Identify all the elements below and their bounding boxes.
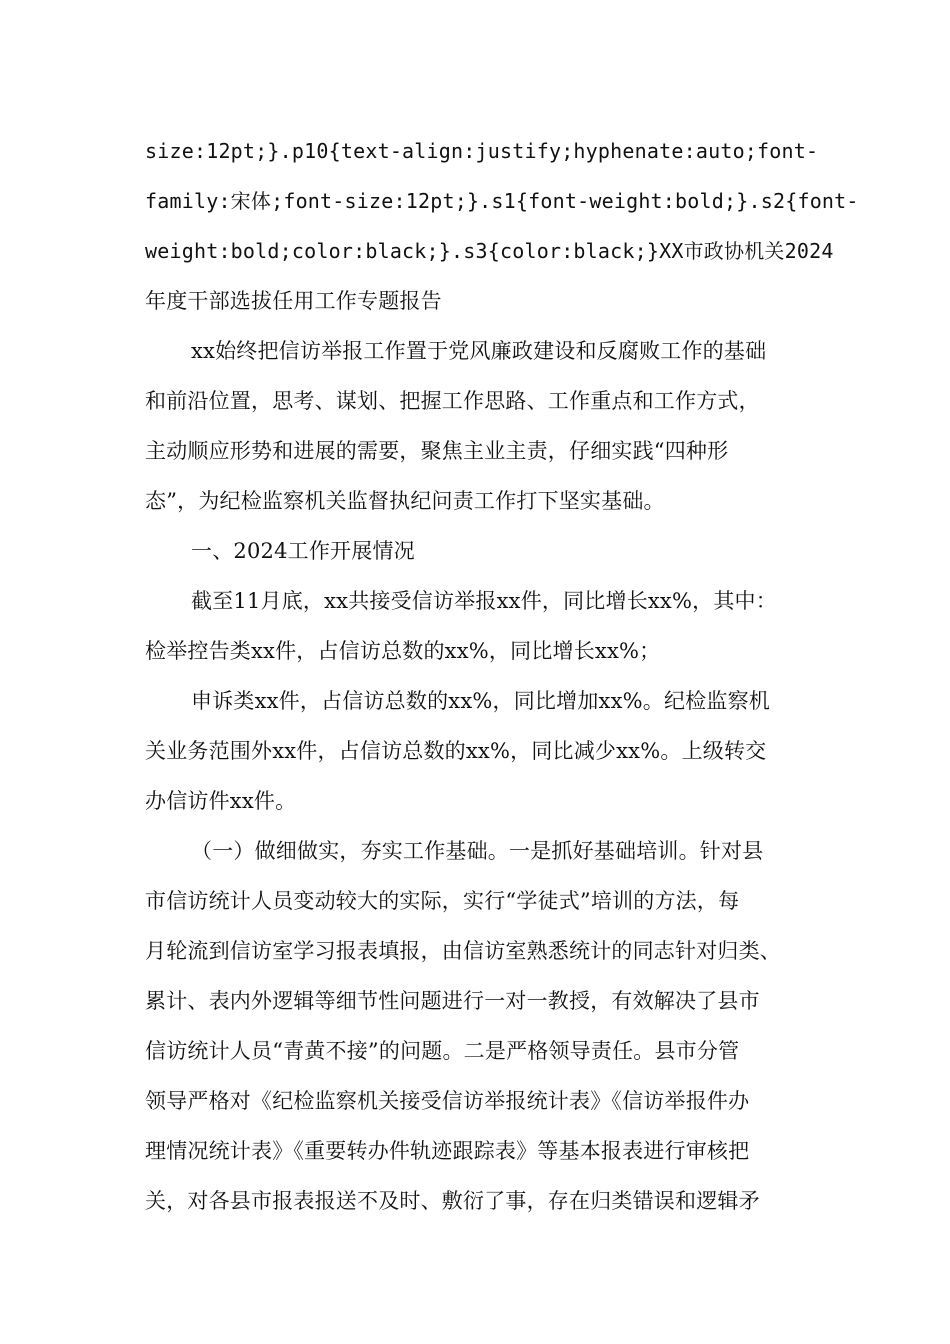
text-line-2: family:宋体;font-size:12pt;}.s1{font-weight:bold;}.s2{font- (145, 189, 859, 213)
text-line-11: 检举控告类xx件，占信访总数的xx%，同比增长xx%； (145, 639, 661, 663)
text-line-3: weight:bold;color:black;}.s3{color:black;}XX市政协机关2024 (145, 239, 834, 263)
text-line-1: size:12pt;}.p10{text-align:justify;hyphenate:auto;font- (145, 139, 819, 163)
text-line-12: 申诉类xx件，占信访总数的xx%，同比增加xx%。纪检监察机 (191, 689, 770, 713)
text-line-16: 市信访统计人员变动较大的实际，实行“学徒式”培训的方法，每 (145, 889, 740, 913)
text-line-15: （一）做细做实，夯实工作基础。一是抓好基础培训。针对县 (191, 839, 764, 863)
section-heading: 一、2024工作开展情况 (191, 539, 415, 563)
text-line-13: 关业务范围外xx件，占信访总数的xx%，同比减少xx%。上级转交 (145, 739, 767, 763)
text-line-22: 关，对各县市报表报送不及时、敷衍了事，存在归类错误和逻辑矛 (145, 1189, 760, 1213)
text-line-21: 理情况统计表》《重要转办件轨迹跟踪表》等基本报表进行审核把 (145, 1139, 750, 1163)
text-line-8: 态”，为纪检监察机关监督执纪问责工作打下坚实基础。 (145, 489, 665, 513)
text-line-17: 月轮流到信访室学习报表填报，由信访室熟悉统计的同志针对归类、 (145, 939, 781, 963)
text-line-20: 领导严格对《纪检监察机关接受信访举报统计表》《信访举报件办 (145, 1089, 750, 1113)
text-line-5: xx始终把信访举报工作置于党风廉政建设和反腐败工作的基础 (191, 339, 767, 363)
text-line-6: 和前沿位置，思考、谋划、把握工作思路、工作重点和工作方式， (145, 389, 760, 413)
text-line-18: 累计、表内外逻辑等细节性问题进行一对一教授，有效解决了县市 (145, 989, 760, 1013)
text-line-19: 信访统计人员“青黄不接”的问题。二是严格领导责任。县市分管 (145, 1039, 740, 1063)
text-line-10: 截至11月底，xx共接受信访举报xx件，同比增长xx%，其中： (191, 589, 777, 613)
text-line-7: 主动顺应形势和进展的需要，聚焦主业主责，仔细实践“四种形 (145, 439, 729, 463)
document-page (145, 126, 859, 1226)
text-line-4: 年度干部选拔任用工作专题报告 (145, 289, 442, 313)
text-line-14: 办信访件xx件。 (145, 789, 297, 813)
